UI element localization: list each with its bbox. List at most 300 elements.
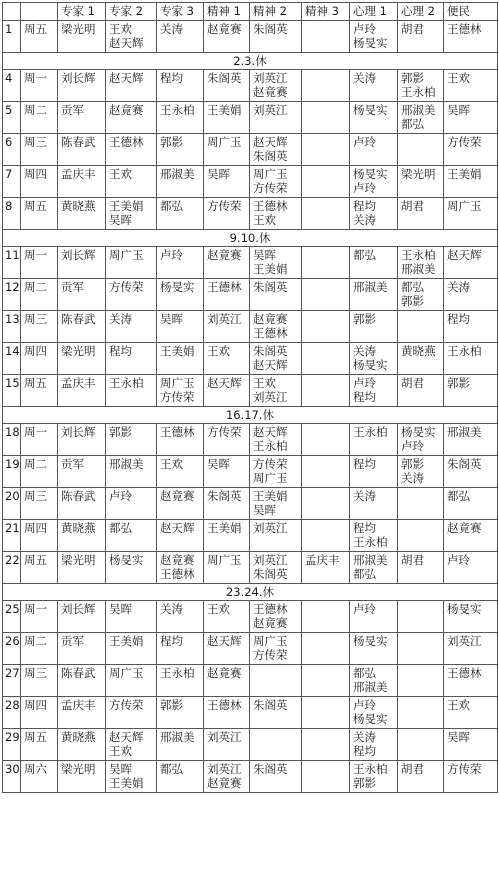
staff-name: 周广玉 (447, 199, 482, 213)
staff-name: 刘长辉 (61, 602, 96, 616)
staff-name: 方传荣 (109, 698, 144, 712)
duty-cell (302, 375, 350, 407)
staff-name: 王永柏 (353, 535, 388, 549)
staff-name: 赵竟赛 (207, 776, 242, 790)
staff-name: 王欢 (253, 213, 276, 227)
staff-name: 朱阁英 (253, 344, 288, 358)
staff-name: 都弘 (447, 489, 470, 503)
duty-cell (204, 633, 250, 665)
day-number: 1 (3, 21, 21, 53)
staff-name: 吴晖 (447, 103, 470, 117)
duty-cell (250, 102, 302, 134)
staff-name: 关涛 (447, 280, 470, 294)
staff-name: 杨旻实 (447, 602, 482, 616)
duty-cell (444, 375, 498, 407)
staff-name: 邢淑美 (353, 680, 388, 694)
staff-name: 贡军 (61, 103, 84, 117)
duty-cell (204, 761, 250, 793)
staff-name: 卢玲 (353, 22, 376, 36)
rest-day-row (3, 53, 498, 70)
duty-cell (250, 456, 302, 488)
duty-schedule-table (2, 2, 498, 793)
staff-name: 刘英江 (447, 634, 482, 648)
duty-cell (106, 166, 157, 198)
duty-cell (157, 134, 204, 166)
duty-cell (350, 70, 398, 102)
schedule-row (3, 21, 498, 53)
weekday: 周二 (21, 279, 58, 311)
staff-name: 关涛 (160, 22, 183, 36)
staff-name: 吴晖 (160, 312, 183, 326)
staff-name: 王欢 (253, 376, 276, 390)
staff-name: 孟庆丰 (305, 553, 340, 567)
schedule-row (3, 665, 498, 697)
duty-cell (157, 601, 204, 633)
duty-cell (106, 102, 157, 134)
duty-cell (350, 665, 398, 697)
duty-cell (250, 375, 302, 407)
duty-cell (204, 198, 250, 230)
staff-name: 王德林 (160, 567, 195, 581)
duty-cell (106, 70, 157, 102)
staff-name: 王欢 (109, 22, 132, 36)
header-row (3, 3, 498, 21)
duty-cell (250, 247, 302, 279)
schedule-row (3, 134, 498, 166)
schedule-row (3, 601, 498, 633)
staff-name: 陈春武 (61, 135, 96, 149)
duty-cell (250, 552, 302, 584)
duty-cell (398, 456, 444, 488)
duty-cell (350, 375, 398, 407)
schedule-row (3, 343, 498, 375)
duty-cell (350, 601, 398, 633)
duty-cell (204, 488, 250, 520)
staff-name: 朱阁英 (447, 457, 482, 471)
duty-cell (106, 456, 157, 488)
duty-cell (58, 424, 106, 456)
duty-cell (350, 198, 398, 230)
staff-name: 赵天辉 (253, 358, 288, 372)
staff-name: 吴晖 (253, 503, 276, 517)
duty-cell (350, 102, 398, 134)
header-cell-convenience: 便民 (444, 3, 498, 21)
duty-cell (250, 729, 302, 761)
weekday: 周二 (21, 456, 58, 488)
staff-name: 王永柏 (253, 439, 288, 453)
duty-cell (58, 633, 106, 665)
staff-name: 刘英江 (253, 103, 288, 117)
staff-name: 赵竟赛 (253, 616, 288, 630)
staff-name: 赵竟赛 (207, 666, 242, 680)
staff-name: 赵天辉 (207, 634, 242, 648)
staff-name: 卢玲 (447, 553, 470, 567)
weekday: 周三 (21, 665, 58, 697)
staff-name: 邢淑美 (353, 280, 388, 294)
rest-day-label: 23.24.休 (3, 584, 498, 601)
staff-name: 关涛 (160, 602, 183, 616)
staff-name: 程均 (160, 634, 183, 648)
staff-name: 杨旻实 (353, 712, 388, 726)
duty-cell (250, 166, 302, 198)
staff-name: 邢淑美 (353, 553, 388, 567)
staff-name: 梁光明 (401, 167, 436, 181)
staff-name: 吴晖 (207, 167, 230, 181)
duty-cell (58, 134, 106, 166)
staff-name: 王美娟 (207, 521, 242, 535)
duty-cell (444, 456, 498, 488)
duty-cell (58, 488, 106, 520)
staff-name: 都弘 (401, 280, 424, 294)
duty-cell (302, 279, 350, 311)
staff-name: 吴晖 (109, 762, 132, 776)
duty-cell (302, 102, 350, 134)
header-cell-index (3, 3, 21, 21)
staff-name: 赵天辉 (109, 730, 144, 744)
duty-cell (444, 424, 498, 456)
staff-name: 王欢 (109, 167, 132, 181)
staff-name: 关涛 (109, 312, 132, 326)
staff-name: 刘长辉 (61, 425, 96, 439)
schedule-row (3, 424, 498, 456)
staff-name: 杨旻实 (401, 425, 436, 439)
duty-cell (157, 166, 204, 198)
duty-cell (444, 520, 498, 552)
header-cell-expert-3: 专家 3 (157, 3, 204, 21)
weekday: 周一 (21, 424, 58, 456)
duty-cell (444, 343, 498, 375)
duty-cell (398, 198, 444, 230)
duty-cell (398, 633, 444, 665)
duty-cell (157, 488, 204, 520)
duty-cell (106, 134, 157, 166)
staff-name: 杨旻实 (353, 634, 388, 648)
staff-name: 都弘 (353, 666, 376, 680)
duty-cell (302, 456, 350, 488)
duty-cell (444, 247, 498, 279)
staff-name: 程均 (353, 744, 376, 758)
duty-cell (444, 665, 498, 697)
duty-cell (350, 552, 398, 584)
staff-name: 王永柏 (160, 103, 195, 117)
staff-name: 方传荣 (109, 280, 144, 294)
staff-name: 朱阁英 (253, 280, 288, 294)
staff-name: 刘英江 (207, 762, 242, 776)
staff-name: 方传荣 (253, 181, 288, 195)
staff-name: 方传荣 (447, 135, 482, 149)
staff-name: 吴晖 (207, 457, 230, 471)
staff-name: 朱阁英 (207, 489, 242, 503)
duty-cell (398, 424, 444, 456)
staff-name: 杨旻实 (353, 36, 388, 50)
duty-cell (157, 70, 204, 102)
staff-name: 卢玲 (353, 602, 376, 616)
staff-name: 刘长辉 (61, 248, 96, 262)
staff-name: 杨旻实 (160, 280, 195, 294)
staff-name: 方传荣 (253, 457, 288, 471)
duty-cell (350, 729, 398, 761)
staff-name: 吴晖 (109, 213, 132, 227)
duty-cell (58, 552, 106, 584)
staff-name: 王永柏 (109, 376, 144, 390)
staff-name: 刘英江 (253, 553, 288, 567)
duty-cell (204, 166, 250, 198)
day-number: 20 (3, 488, 21, 520)
duty-cell (58, 102, 106, 134)
staff-name: 方传荣 (207, 199, 242, 213)
schedule-row (3, 311, 498, 343)
staff-name: 王德林 (253, 199, 288, 213)
staff-name: 刘英江 (253, 71, 288, 85)
staff-name: 王美娟 (253, 262, 288, 276)
staff-name: 郭影 (109, 425, 132, 439)
staff-name: 郭影 (353, 312, 376, 326)
duty-cell (204, 21, 250, 53)
staff-name: 王德林 (447, 666, 482, 680)
staff-name: 王欢 (207, 602, 230, 616)
staff-name: 程均 (447, 312, 470, 326)
staff-name: 邢淑美 (401, 262, 436, 276)
duty-cell (106, 424, 157, 456)
staff-name: 王永柏 (353, 425, 388, 439)
weekday: 周四 (21, 697, 58, 729)
duty-cell (350, 633, 398, 665)
staff-name: 程均 (353, 199, 376, 213)
duty-cell (106, 601, 157, 633)
duty-cell (250, 633, 302, 665)
staff-name: 胡君 (401, 553, 424, 567)
staff-name: 程均 (353, 521, 376, 535)
staff-name: 王德林 (207, 280, 242, 294)
duty-cell (398, 601, 444, 633)
schedule-body (3, 21, 498, 793)
staff-name: 陈春武 (61, 489, 96, 503)
duty-cell (58, 279, 106, 311)
weekday: 周二 (21, 102, 58, 134)
duty-cell (350, 279, 398, 311)
duty-cell (204, 102, 250, 134)
rest-day-row (3, 584, 498, 601)
staff-name: 王美娟 (253, 489, 288, 503)
duty-cell (350, 247, 398, 279)
duty-cell (250, 665, 302, 697)
duty-cell (204, 520, 250, 552)
day-number: 12 (3, 279, 21, 311)
duty-cell (444, 761, 498, 793)
duty-cell (302, 729, 350, 761)
staff-name: 王美娟 (160, 344, 195, 358)
staff-name: 梁光明 (61, 22, 96, 36)
duty-cell (398, 761, 444, 793)
day-number: 13 (3, 311, 21, 343)
staff-name: 邢淑美 (160, 730, 195, 744)
staff-name: 周广玉 (109, 666, 144, 680)
day-number: 27 (3, 665, 21, 697)
staff-name: 王永柏 (447, 344, 482, 358)
staff-name: 陈春武 (61, 312, 96, 326)
staff-name: 卢玲 (353, 181, 376, 195)
rest-day-label: 2.3.休 (3, 53, 498, 70)
duty-cell (58, 761, 106, 793)
staff-name: 王永柏 (401, 248, 436, 262)
staff-name: 吴晖 (447, 730, 470, 744)
schedule-row (3, 198, 498, 230)
staff-name: 卢玲 (160, 248, 183, 262)
staff-name: 都弘 (109, 521, 132, 535)
staff-name: 黄晓燕 (61, 521, 96, 535)
duty-cell (250, 279, 302, 311)
duty-cell (350, 134, 398, 166)
duty-cell (157, 697, 204, 729)
duty-cell (302, 520, 350, 552)
staff-name: 贡军 (61, 457, 84, 471)
duty-cell (157, 198, 204, 230)
duty-cell (250, 134, 302, 166)
duty-cell (398, 21, 444, 53)
staff-name: 卢玲 (109, 489, 132, 503)
duty-cell (350, 520, 398, 552)
day-number: 5 (3, 102, 21, 134)
schedule-row (3, 520, 498, 552)
duty-cell (398, 729, 444, 761)
duty-cell (398, 247, 444, 279)
duty-cell (302, 424, 350, 456)
duty-cell (157, 729, 204, 761)
duty-cell (157, 424, 204, 456)
weekday: 周三 (21, 134, 58, 166)
duty-cell (250, 761, 302, 793)
duty-cell (302, 198, 350, 230)
duty-cell (302, 761, 350, 793)
staff-name: 赵天辉 (253, 135, 288, 149)
duty-cell (350, 311, 398, 343)
duty-cell (204, 343, 250, 375)
duty-cell (106, 279, 157, 311)
staff-name: 方传荣 (207, 425, 242, 439)
duty-cell (58, 166, 106, 198)
staff-name: 胡君 (401, 762, 424, 776)
duty-cell (444, 198, 498, 230)
staff-name: 王欢 (109, 744, 132, 758)
staff-name: 赵天辉 (447, 248, 482, 262)
staff-name: 周广玉 (253, 634, 288, 648)
header-cell-weekday (21, 3, 58, 21)
staff-name: 郭影 (401, 457, 424, 471)
day-number: 19 (3, 456, 21, 488)
staff-name: 卢玲 (353, 376, 376, 390)
duty-cell (157, 21, 204, 53)
staff-name: 王德林 (109, 135, 144, 149)
staff-name: 周广玉 (253, 471, 288, 485)
staff-name: 王美娟 (109, 634, 144, 648)
staff-name: 朱阁英 (253, 762, 288, 776)
duty-cell (157, 375, 204, 407)
staff-name: 卢玲 (353, 698, 376, 712)
staff-name: 孟庆丰 (61, 376, 96, 390)
staff-name: 梁光明 (61, 344, 96, 358)
duty-cell (106, 633, 157, 665)
duty-cell (106, 520, 157, 552)
duty-cell (444, 729, 498, 761)
header-cell-psych-2: 心理 2 (398, 3, 444, 21)
staff-name: 邢淑美 (160, 167, 195, 181)
staff-name: 郭影 (401, 294, 424, 308)
duty-cell (302, 665, 350, 697)
duty-cell (250, 198, 302, 230)
duty-cell (204, 279, 250, 311)
staff-name: 胡君 (401, 199, 424, 213)
weekday: 周五 (21, 198, 58, 230)
duty-cell (157, 520, 204, 552)
duty-cell (250, 424, 302, 456)
rest-day-label: 16.17.休 (3, 407, 498, 424)
duty-cell (58, 697, 106, 729)
duty-cell (58, 665, 106, 697)
duty-cell (204, 311, 250, 343)
duty-cell (444, 552, 498, 584)
duty-cell (302, 552, 350, 584)
staff-name: 关涛 (353, 71, 376, 85)
staff-name: 刘英江 (207, 312, 242, 326)
staff-name: 王永柏 (401, 85, 436, 99)
staff-name: 王欢 (207, 344, 230, 358)
staff-name: 方传荣 (253, 648, 288, 662)
staff-name: 朱阁英 (253, 149, 288, 163)
duty-cell (204, 247, 250, 279)
duty-cell (302, 633, 350, 665)
duty-cell (444, 488, 498, 520)
duty-cell (302, 343, 350, 375)
staff-name: 郭影 (160, 135, 183, 149)
day-number: 29 (3, 729, 21, 761)
duty-cell (157, 552, 204, 584)
duty-cell (350, 424, 398, 456)
weekday: 周一 (21, 601, 58, 633)
duty-cell (444, 102, 498, 134)
staff-name: 周广玉 (207, 553, 242, 567)
weekday: 周三 (21, 311, 58, 343)
staff-name: 王德林 (160, 425, 195, 439)
staff-name: 王德林 (253, 602, 288, 616)
staff-name: 王欢 (160, 457, 183, 471)
duty-cell (106, 552, 157, 584)
weekday: 周六 (21, 761, 58, 793)
staff-name: 程均 (353, 390, 376, 404)
duty-cell (250, 601, 302, 633)
duty-cell (350, 343, 398, 375)
schedule-row (3, 247, 498, 279)
day-number: 28 (3, 697, 21, 729)
staff-name: 王永柏 (353, 762, 388, 776)
duty-cell (106, 761, 157, 793)
staff-name: 贡军 (61, 634, 84, 648)
duty-cell (398, 311, 444, 343)
staff-name: 胡君 (401, 376, 424, 390)
staff-name: 程均 (353, 457, 376, 471)
duty-cell (302, 247, 350, 279)
duty-cell (444, 633, 498, 665)
weekday: 周五 (21, 375, 58, 407)
staff-name: 关涛 (353, 213, 376, 227)
duty-cell (106, 21, 157, 53)
rest-day-row (3, 407, 498, 424)
duty-cell (204, 601, 250, 633)
day-number: 14 (3, 343, 21, 375)
schedule-row (3, 552, 498, 584)
rest-day-row (3, 230, 498, 247)
day-number: 25 (3, 601, 21, 633)
duty-cell (398, 134, 444, 166)
